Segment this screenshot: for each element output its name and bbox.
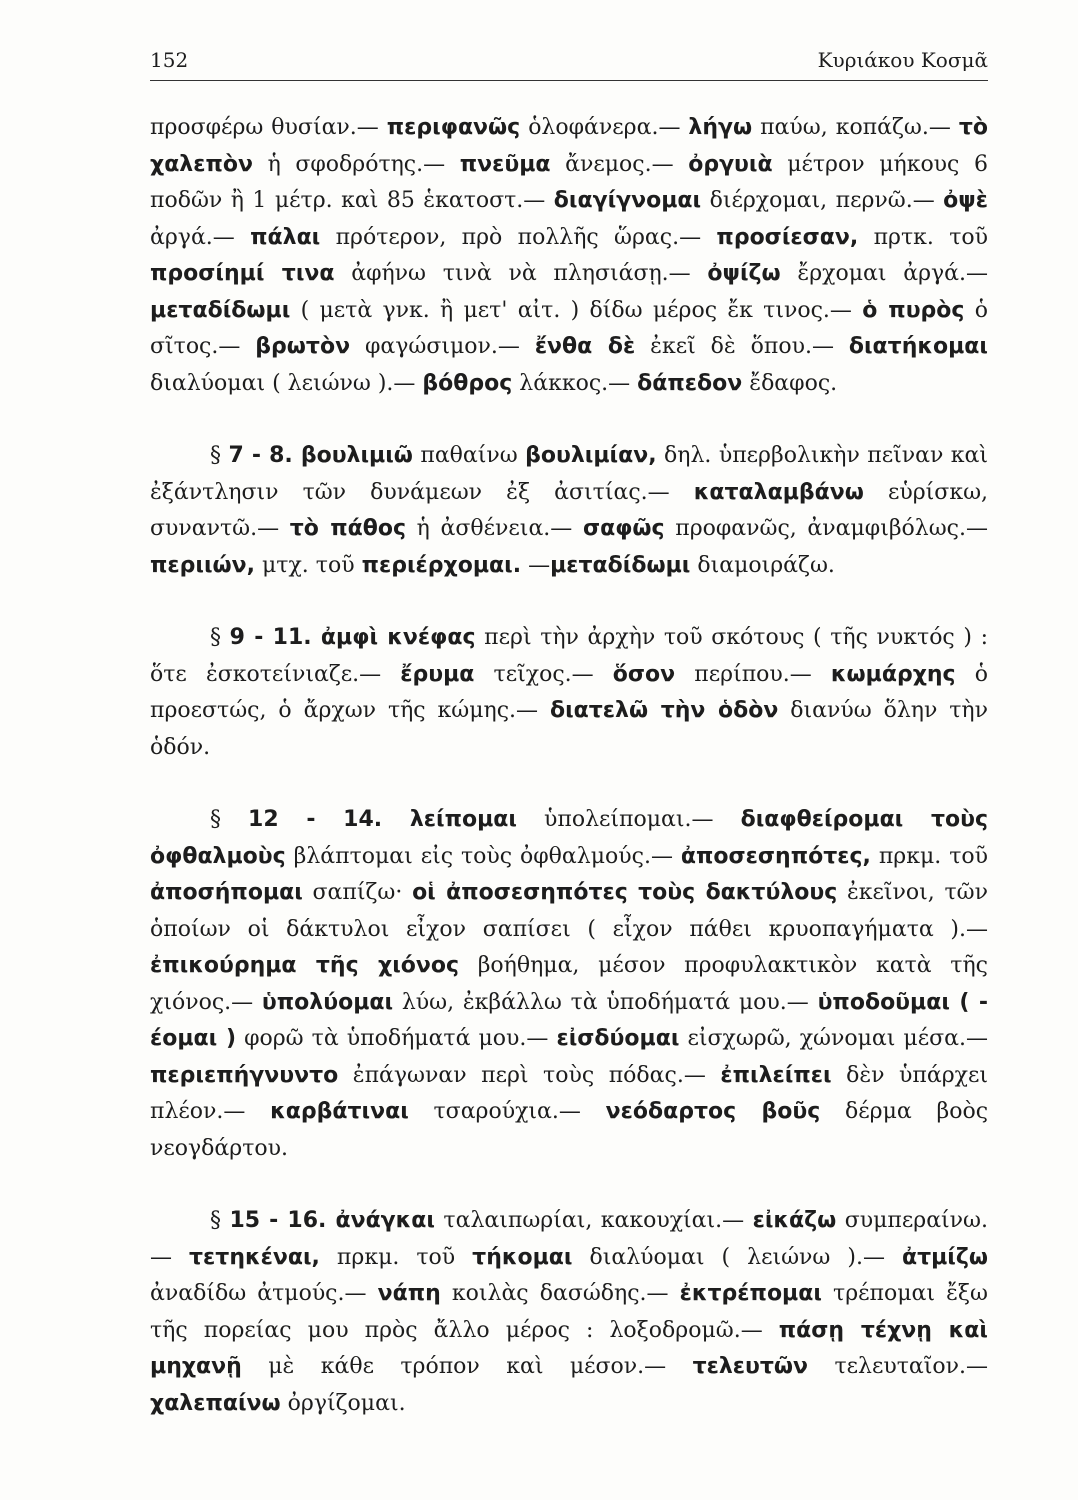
gloss-text: ( μετὰ γνκ. ἢ μετ' αἰτ. ) δίδω μέρος ἔκ τινος.— bbox=[290, 297, 863, 323]
headword: εἰκάζω bbox=[752, 1208, 837, 1233]
glossary-paragraph-intro bbox=[150, 110, 988, 402]
glossary-section-7-8 bbox=[150, 438, 988, 584]
headword: ὅσον bbox=[612, 661, 676, 687]
gloss-text: ὀργίζομαι. bbox=[280, 1390, 406, 1416]
gloss-text: διαλύομαι ( λειώνω ).— bbox=[572, 1244, 902, 1270]
headword: ἐκτρέπομαι bbox=[679, 1281, 822, 1306]
gloss-text: σαπίζω· bbox=[302, 880, 413, 905]
gloss-text: — bbox=[521, 552, 551, 578]
headword: διαγίγνομαι bbox=[553, 188, 702, 213]
gloss-text: λάκκος.— bbox=[512, 370, 638, 396]
headword: ὀργυιὰ bbox=[688, 151, 773, 177]
gloss-text: ἀναδίδω ἀτμούς.— bbox=[150, 1281, 378, 1306]
gloss-text: ὁ σῖτος.— bbox=[150, 297, 988, 359]
gloss-text: εὑρίσκω, συναντῶ.— bbox=[150, 479, 989, 541]
gloss-text: φαγώσιμον.— bbox=[350, 334, 535, 359]
headword: προσίημί τινα bbox=[150, 261, 335, 286]
gloss-text: βοήθημα, μέσον προφυλακτικὸν κατὰ τῆς χιόνος.— bbox=[150, 953, 988, 1015]
headword: νάπη bbox=[377, 1281, 441, 1306]
gloss-text: ἔδαφος. bbox=[742, 370, 838, 396]
gloss-text: περὶ τὴν ἀρχὴν τοῦ σκότους ( τῆς νυκτός ) : ὅτε ἐσκοτείνιαζε.— bbox=[150, 625, 989, 687]
page-header bbox=[150, 40, 988, 81]
headword: προσίεσαν, bbox=[716, 224, 859, 250]
gloss-text: ἡ ἀσθένεια.— bbox=[406, 516, 583, 541]
running-head: Κυριάκου Κοσμᾶ bbox=[817, 48, 988, 72]
headword: περιεπήγνυντο bbox=[150, 1062, 339, 1088]
headword: διατελῶ τὴν ὁδὸν bbox=[549, 698, 779, 723]
page-number: 152 bbox=[150, 48, 189, 72]
headword: ἐπιλείπει bbox=[720, 1062, 832, 1088]
gloss-text: φορῶ τὰ ὑποδήματά μου.— bbox=[236, 1026, 557, 1051]
headword: τήκομαι bbox=[472, 1244, 573, 1270]
headword: τὸ πάθος bbox=[289, 516, 407, 541]
gloss-text: πρκμ. τοῦ bbox=[870, 843, 988, 869]
gloss-text: τελευταῖον.— bbox=[808, 1354, 988, 1379]
headword: τετηκέναι, bbox=[189, 1244, 320, 1270]
gloss-text: μέτρον μήκους 6 ποδῶν ἢ 1 μέτρ. καὶ 85 ἑκατοστ.— bbox=[150, 151, 988, 213]
headword: πάσῃ τέχνῃ καὶ μηχανῇ bbox=[150, 1317, 988, 1379]
headword: ἀποσεσηπότες, bbox=[680, 843, 871, 869]
headword: σαφῶς bbox=[582, 516, 665, 541]
gloss-text: ὁλοφάνερα.— bbox=[520, 115, 689, 140]
headword: χαλεπαίνω bbox=[150, 1390, 281, 1416]
gloss-text: δὲν ὑπάρχει πλέον.— bbox=[150, 1062, 989, 1124]
headword: ἐπικούρημα τῆς χιόνος bbox=[150, 953, 460, 978]
gloss-text: δηλ. ὑπερβολικὴν πεῖναν καὶ ἐξάντλησιν τῶν δυνάμεων ἐξ ἀσιτίας.— bbox=[150, 443, 988, 505]
gloss-text: § bbox=[210, 443, 229, 468]
gloss-text: § bbox=[210, 1208, 230, 1233]
gloss-text: ἡ σφοδρότης.— bbox=[252, 151, 460, 177]
headword: οἱ ἀποσεσηπότες τοὺς δακτύλους bbox=[412, 880, 838, 905]
gloss-text: δέρμα βοὸς νεογδάρτου. bbox=[150, 1099, 989, 1161]
headword: ἀτμίζω bbox=[901, 1244, 988, 1270]
gloss-text: πρκμ. τοῦ bbox=[319, 1244, 473, 1270]
gloss-text: τσαρούχια.— bbox=[408, 1099, 606, 1124]
headword: βρωτὸν bbox=[255, 334, 351, 359]
headword: 7 - 8. βουλιμιῶ bbox=[228, 443, 413, 468]
gloss-text: διαλύομαι ( λειώνω ).— bbox=[150, 370, 423, 396]
gloss-text: λύω, ἐκβάλλω τὰ ὑποδήματά μου.— bbox=[393, 989, 818, 1015]
gloss-text: ὁ προεστώς, ὁ ἄρχων τῆς κώμης.— bbox=[150, 661, 988, 723]
gloss-text: ἄνεμος.— bbox=[550, 151, 689, 177]
gloss-text: § bbox=[210, 625, 230, 650]
gloss-text: προφανῶς, ἀναμφιβόλως.— bbox=[664, 516, 988, 541]
headword: τελευτῶν bbox=[692, 1354, 809, 1379]
headword: περιιών, bbox=[150, 552, 256, 578]
gloss-text: ἐκεῖνοι, τῶν ὁποίων οἱ δάκτυλοι εἶχον σαπίσει ( εἶχον πάθει κρυοπαγήματα ).— bbox=[150, 880, 988, 942]
gloss-text: ἐπάγωναν περὶ τοὺς πόδας.— bbox=[338, 1062, 721, 1088]
headword: κωμάρχης bbox=[830, 661, 956, 687]
headword: ὑποδοῦμαι ( -έομαι ) bbox=[150, 989, 988, 1051]
headword: εἰσδύομαι bbox=[556, 1026, 680, 1051]
glossary-section-15-16 bbox=[150, 1203, 988, 1422]
gloss-text: κοιλὰς δασώδης.— bbox=[440, 1281, 680, 1306]
gloss-text: πρότερον, πρὸ πολλῆς ὥρας.— bbox=[320, 224, 717, 250]
headword: μεταδίδωμι bbox=[550, 552, 691, 578]
headword: καταλαμβάνω bbox=[693, 479, 864, 505]
headword: διαφθείρομαι τοὺς ὀφθαλμοὺς bbox=[150, 807, 989, 869]
gloss-text: παύω, κοπάζω.— bbox=[752, 115, 959, 140]
gloss-text: ὑπολείπομαι.— bbox=[516, 807, 741, 832]
headword: πάλαι bbox=[250, 224, 321, 250]
headword: καρβάτιναι bbox=[270, 1099, 409, 1124]
headword: νεόδαρτος βοῦς bbox=[605, 1099, 821, 1124]
headword: ὁ πυρὸς bbox=[862, 297, 965, 323]
gloss-text: προσφέρω θυσίαν.— bbox=[150, 115, 387, 140]
gloss-text: ἀφήνω τινὰ νὰ πλησιάσῃ.— bbox=[334, 261, 708, 286]
glossary-body bbox=[150, 110, 988, 1422]
gloss-text: μτχ. τοῦ bbox=[255, 552, 362, 578]
gloss-text: τρέπομαι ἔξω τῆς πορείας μου πρὸς ἄλλο μέρος : λοξοδρομῶ.— bbox=[150, 1281, 988, 1343]
headword: ἀποσήπομαι bbox=[150, 880, 303, 905]
gloss-text: εἰσχωρῶ, χώνομαι μέσα.— bbox=[679, 1026, 988, 1051]
headword: 15 - 16. ἀνάγκαι bbox=[229, 1208, 435, 1233]
headword: περιέρχομαι. bbox=[361, 552, 522, 578]
glossary-section-9-11 bbox=[150, 620, 988, 766]
gloss-text: παθαίνω bbox=[412, 443, 526, 468]
gloss-text: περίπου.— bbox=[675, 661, 831, 687]
headword: πνεῦμα bbox=[459, 151, 551, 177]
headword: βόθρος bbox=[422, 370, 513, 396]
headword: τὸ χαλεπὸν bbox=[150, 115, 988, 177]
gloss-text: συμπεραίνω.— bbox=[150, 1208, 988, 1270]
headword: ἔρυμα bbox=[400, 661, 475, 687]
headword: 12 - 14. λείπομαι bbox=[248, 807, 517, 832]
headword: διατήκομαι bbox=[848, 334, 988, 359]
headword: ὀψὲ bbox=[943, 188, 988, 213]
headword: λήγω bbox=[688, 115, 753, 140]
headword: μεταδίδωμι bbox=[150, 297, 291, 323]
gloss-text: τεῖχος.— bbox=[474, 661, 613, 687]
headword: ὀψίζω bbox=[707, 261, 781, 286]
gloss-text: διέρχομαι, περνῶ.— bbox=[701, 188, 944, 213]
gloss-text: ἐκεῖ δὲ ὅπου.— bbox=[635, 334, 849, 359]
gloss-text: διαμοιράζω. bbox=[690, 552, 835, 578]
headword: ἔνθα δὲ bbox=[534, 334, 636, 359]
gloss-text: § bbox=[210, 807, 249, 832]
gloss-text: μὲ κάθε τρόπον καὶ μέσον.— bbox=[241, 1354, 693, 1379]
headword: ὑπολύομαι bbox=[261, 989, 394, 1015]
gloss-text: ἔρχομαι ἀργά.— bbox=[780, 261, 988, 286]
gloss-text: βλάπτομαι εἰς τοὺς ὀφθαλμούς.— bbox=[285, 843, 681, 869]
gloss-text: ταλαιπωρίαι, κακουχίαι.— bbox=[434, 1208, 753, 1233]
headword: 9 - 11. ἀμφὶ κνέφας bbox=[229, 625, 476, 650]
glossary-section-12-14 bbox=[150, 802, 988, 1167]
gloss-text: ἀργά.— bbox=[150, 224, 251, 250]
headword: περιφανῶς bbox=[386, 115, 521, 140]
headword: δάπεδον bbox=[637, 370, 743, 396]
gloss-text: διανύω ὅλην τὴν ὁδόν. bbox=[150, 698, 988, 760]
gloss-text: πρτκ. τοῦ bbox=[858, 224, 988, 250]
headword: βουλιμίαν, bbox=[525, 443, 657, 468]
